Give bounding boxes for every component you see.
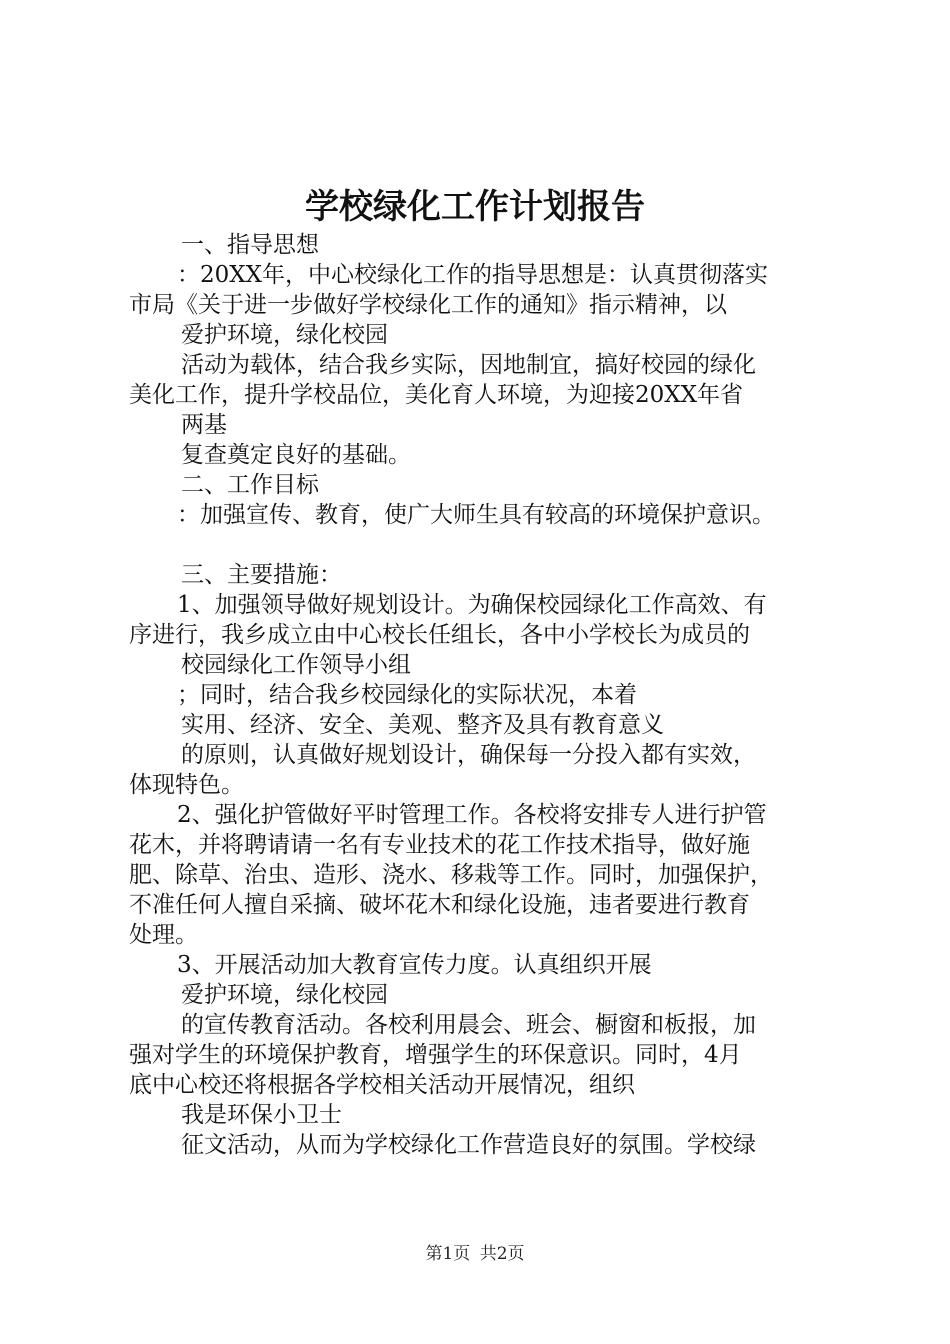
paragraph-line: 底中心校还将根据各学校相关活动开展情况，组织 — [129, 1072, 635, 1098]
paragraph-line: 美化工作，提升学校品位，美化育人环境，为迎接20XX年省 — [129, 382, 744, 408]
page-total: 共2页 — [479, 1244, 525, 1264]
paragraph-line: ；同时，结合我乡校园绿化的实际状况，本着 — [177, 682, 637, 708]
paragraph-line: 3、开展活动加大教育宣传力度。认真组织开展 — [177, 952, 652, 978]
paragraph-line: 1、加强领导做好规划设计。为确保校园绿化工作高效、有 — [177, 592, 767, 618]
section-heading: 二、工作目标 — [181, 472, 319, 498]
paragraph-line: 不准任何人擅自采摘、破坏花木和绿化设施，违者要进行教育 — [129, 892, 750, 918]
paragraph-line: 征文活动，从而为学校绿化工作营造良好的氛围。学校绿 — [181, 1132, 756, 1158]
paragraph-line: 的原则，认真做好规划设计，确保每一分投入都有实效， — [181, 742, 756, 768]
paragraph-line: 我是环保小卫士 — [181, 1102, 342, 1128]
document-body — [129, 230, 837, 1160]
paragraph-line: 两基 — [181, 412, 227, 438]
paragraph-line: 实用、经济、安全、美观、整齐及具有教育意义 — [181, 712, 664, 738]
paragraph-line: 强对学生的环境保护教育，增强学生的环保意识。同时，4月 — [129, 1042, 742, 1068]
section-heading: 三、主要措施： — [181, 562, 342, 588]
paragraph-line: 体现特色。 — [129, 772, 244, 798]
page-footer — [0, 1242, 950, 1266]
paragraph-line: 处理。 — [129, 922, 198, 948]
paragraph-line: 2、强化护管做好平时管理工作。各校将安排专人进行护管 — [177, 802, 767, 828]
paragraph-line: ：20XX年，中心校绿化工作的指导思想是：认真贯彻落实 — [177, 262, 769, 288]
blank-line — [129, 530, 837, 560]
page-number: 第1页 — [425, 1244, 471, 1264]
paragraph-line: 花木，并将聘请请一名有专业技术的花工作技术指导，做好施 — [129, 832, 750, 858]
paragraph-line: 校园绿化工作领导小组 — [181, 652, 411, 678]
document-title: 学校绿化工作计划报告 — [305, 187, 645, 227]
section-heading: 一、指导思想 — [181, 232, 319, 258]
paragraph-line: 复查奠定良好的基础。 — [181, 442, 411, 468]
paragraph-line: 序进行，我乡成立由中心校长任组长，各中小学校长为成员的 — [129, 622, 750, 648]
paragraph-line: 活动为载体，结合我乡实际，因地制宜，搞好校园的绿化 — [181, 352, 756, 378]
paragraph-line: 爱护环境，绿化校园 — [181, 982, 388, 1008]
paragraph-line: 肥、除草、治虫、造形、浇水、移栽等工作。同时，加强保护， — [129, 862, 773, 888]
paragraph-line: 的宣传教育活动。各校利用晨会、班会、橱窗和板报，加 — [181, 1012, 756, 1038]
paragraph-line: 市局《关于进一步做好学校绿化工作的通知》指示精神，以 — [129, 292, 727, 318]
paragraph-line: 爱护环境，绿化校园 — [181, 322, 388, 348]
paragraph-line: ：加强宣传、教育，使广大师生具有较高的环境保护意识。 — [177, 502, 775, 528]
